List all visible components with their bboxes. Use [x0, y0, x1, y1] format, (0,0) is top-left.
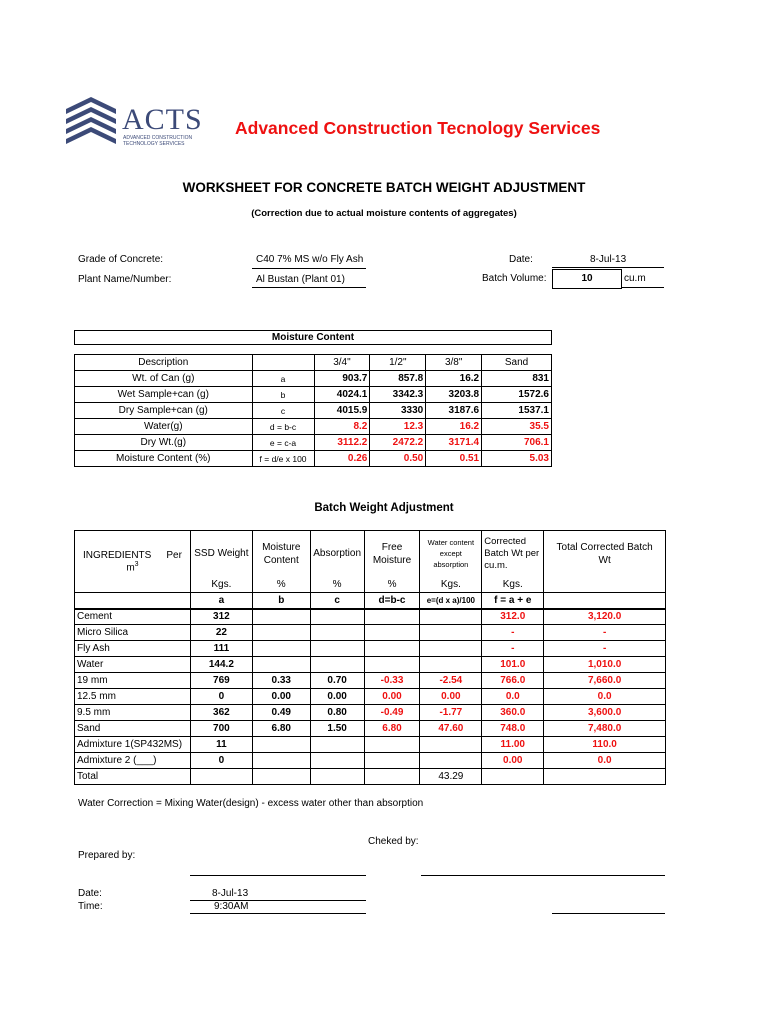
ingredient-name-cell: 12.5 mm	[75, 689, 191, 705]
ingredient-name-cell: Admixture 1(SP432MS)	[75, 737, 191, 753]
moisture-value-cell: 16.2	[426, 419, 482, 435]
ssd-cell: 111	[190, 641, 252, 657]
footer-time-value: 9:30AM	[214, 901, 249, 912]
unit-cell: %	[364, 577, 420, 593]
corrected-cell: 11.00	[482, 737, 544, 753]
water-content-cell: -2.54	[420, 673, 482, 689]
grade-underline	[252, 268, 366, 269]
symbol-cell: f = a + e	[482, 593, 544, 609]
absorption-cell: 0.70	[310, 673, 364, 689]
absorption-cell	[310, 609, 364, 625]
moisture-desc-cell: Wet Sample+can (g)	[75, 387, 253, 403]
corrected-cell: 0.0	[482, 689, 544, 705]
batch-row	[75, 641, 666, 657]
moisture-value-cell: 16.2	[426, 371, 482, 387]
absorption-cell	[310, 657, 364, 673]
plant-value: Al Bustan (Plant 01)	[256, 274, 345, 285]
moisture-header-row	[75, 355, 552, 371]
free-moisture-cell: 6.80	[364, 721, 420, 737]
ingredient-name-cell: 9.5 mm	[75, 705, 191, 721]
ssd-cell: 0	[190, 753, 252, 769]
corrected-cell: 766.0	[482, 673, 544, 689]
moisture-value-cell: 2472.2	[370, 435, 426, 451]
moisture-formula-cell: a	[252, 371, 314, 387]
moisture-cell	[252, 737, 310, 753]
water-content-cell	[420, 625, 482, 641]
moisture-value-cell: 1537.1	[482, 403, 552, 419]
symbol-cell: b	[252, 593, 310, 609]
grade-label: Grade of Concrete:	[78, 254, 164, 265]
prepared-label: Prepared by:	[78, 850, 136, 861]
moisture-header-cell: 3/4"	[314, 355, 370, 371]
moisture-header-cell: Sand	[482, 355, 552, 371]
total-corrected-cell: 7,480.0	[544, 721, 666, 737]
ssd-cell: 362	[190, 705, 252, 721]
moisture-value-cell: 706.1	[482, 435, 552, 451]
water-content-cell	[420, 657, 482, 673]
ssd-cell: 144.2	[190, 657, 252, 673]
free-moisture-cell	[364, 657, 420, 673]
batch-row	[75, 705, 666, 721]
page-subtitle: (Correction due to actual moisture contents of aggregates)	[251, 208, 517, 219]
moisture-desc-cell: Wt. of Can (g)	[75, 371, 253, 387]
moisture-cell: 6.80	[252, 721, 310, 737]
moisture-value-cell: 0.50	[370, 451, 426, 467]
prepared-signature-line	[190, 875, 366, 876]
total-corrected-cell: 7,660.0	[544, 673, 666, 689]
moisture-header-cell: Description	[75, 355, 253, 371]
corrected-cell: -	[482, 641, 544, 657]
total-corrected-cell: 1,010.0	[544, 657, 666, 673]
water-content-cell: 0.00	[420, 689, 482, 705]
volume-unit: cu.m	[624, 273, 646, 284]
moisture-cell	[252, 625, 310, 641]
free-moisture-cell	[364, 625, 420, 641]
batch-row	[75, 625, 666, 641]
water-correction-note: Water Correction = Mixing Water(design) - excess water other than absorption	[78, 798, 424, 809]
free-moisture-cell	[364, 609, 420, 625]
water-content-cell	[420, 753, 482, 769]
unit-cell: Kgs.	[420, 577, 482, 593]
corrected-header: Corrected Batch Wt per cu.m.	[482, 531, 544, 577]
absorption-cell	[310, 737, 364, 753]
moisture-cell: 0.00	[252, 689, 310, 705]
plant-underline	[252, 287, 366, 288]
moisture-value-cell: 3342.3	[370, 387, 426, 403]
free-moisture-cell: -0.49	[364, 705, 420, 721]
total-water-content-cell: 43.29	[420, 769, 482, 785]
free-moisture-cell	[364, 753, 420, 769]
date-underline	[552, 267, 664, 268]
symbol-cell: e=(d x a)/100	[420, 593, 482, 609]
symbol-cell	[75, 593, 191, 609]
total-empty-cell	[364, 769, 420, 785]
batch-row	[75, 737, 666, 753]
ingredient-name-cell: 19 mm	[75, 673, 191, 689]
total-corrected-header: Total Corrected Batch Wt	[544, 531, 666, 577]
corrected-cell: -	[482, 625, 544, 641]
batch-table	[74, 530, 666, 785]
ingredient-name-cell: Sand	[75, 721, 191, 737]
moisture-value-cell: 0.51	[426, 451, 482, 467]
batch-row	[75, 689, 666, 705]
moisture-header: Moisture Content	[252, 531, 310, 577]
moisture-value-cell: 3112.2	[314, 435, 370, 451]
moisture-cell: 0.33	[252, 673, 310, 689]
moisture-value-cell: 903.7	[314, 371, 370, 387]
total-empty-cell	[482, 769, 544, 785]
batch-row	[75, 753, 666, 769]
moisture-header-cell	[252, 355, 314, 371]
moisture-cell	[252, 753, 310, 769]
batch-row	[75, 721, 666, 737]
moisture-formula-cell: c	[252, 403, 314, 419]
moisture-header-cell: 1/2"	[370, 355, 426, 371]
time-signature-line	[552, 913, 665, 914]
moisture-value-cell: 4015.9	[314, 403, 370, 419]
checked-label: Cheked by:	[368, 836, 419, 847]
logo-subtitle: ADVANCED CONSTRUCTION TECHNOLOGY SERVICES	[123, 135, 193, 147]
moisture-formula-cell: d = b-c	[252, 419, 314, 435]
unit-cell: Kgs.	[482, 577, 544, 593]
total-empty-cell	[190, 769, 252, 785]
unit-cell: %	[252, 577, 310, 593]
moisture-title: Moisture Content	[74, 330, 552, 345]
ssd-header: SSD Weight	[190, 531, 252, 577]
unit-cell: Kgs.	[190, 577, 252, 593]
moisture-row	[75, 451, 552, 467]
symbol-cell: a	[190, 593, 252, 609]
symbol-cell: c	[310, 593, 364, 609]
moisture-desc-cell: Dry Sample+can (g)	[75, 403, 253, 419]
moisture-value-cell: 3330	[370, 403, 426, 419]
checked-signature-line	[421, 875, 665, 876]
moisture-row	[75, 371, 552, 387]
batch-row	[75, 657, 666, 673]
moisture-value-cell: 4024.1	[314, 387, 370, 403]
ssd-cell: 0	[190, 689, 252, 705]
page-title: WORKSHEET FOR CONCRETE BATCH WEIGHT ADJUSTMENT	[182, 180, 586, 195]
footer-time-underline	[190, 913, 366, 914]
ingredient-name-cell: Admixture 2 (___)	[75, 753, 191, 769]
absorption-cell: 1.50	[310, 721, 364, 737]
batch-total-row	[75, 769, 666, 785]
logo-text: ACTS	[122, 103, 203, 136]
batch-row	[75, 673, 666, 689]
plant-label: Plant Name/Number:	[78, 274, 172, 285]
ingredient-name-cell: Cement	[75, 609, 191, 625]
volume-value: 10	[552, 269, 622, 289]
batch-row	[75, 609, 666, 625]
corrected-cell: 101.0	[482, 657, 544, 673]
moisture-value-cell: 5.03	[482, 451, 552, 467]
ingredient-name-cell: Micro Silica	[75, 625, 191, 641]
moisture-desc-cell: Water(g)	[75, 419, 253, 435]
corrected-cell: 0.00	[482, 753, 544, 769]
date-label: Date:	[509, 254, 533, 265]
moisture-cell	[252, 609, 310, 625]
corrected-cell: 360.0	[482, 705, 544, 721]
moisture-value-cell: 3171.4	[426, 435, 482, 451]
symbol-cell: d=b-c	[364, 593, 420, 609]
absorption-header: Absorption	[310, 531, 364, 577]
moisture-row	[75, 403, 552, 419]
batch-symbol-row	[75, 593, 666, 609]
moisture-row	[75, 419, 552, 435]
free-moisture-cell: 0.00	[364, 689, 420, 705]
free-moisture-header: Free Moisture	[364, 531, 420, 577]
moisture-value-cell: 12.3	[370, 419, 426, 435]
total-empty-cell	[544, 769, 666, 785]
total-corrected-cell: 3,120.0	[544, 609, 666, 625]
total-empty-cell	[252, 769, 310, 785]
moisture-cell	[252, 641, 310, 657]
total-empty-cell	[310, 769, 364, 785]
corrected-cell: 748.0	[482, 721, 544, 737]
footer-date-label: Date:	[78, 888, 102, 899]
moisture-value-cell: 857.8	[370, 371, 426, 387]
water-content-cell: -1.77	[420, 705, 482, 721]
moisture-formula-cell: e = c-a	[252, 435, 314, 451]
total-corrected-cell: 110.0	[544, 737, 666, 753]
ssd-cell: 11	[190, 737, 252, 753]
total-corrected-cell: 3,600.0	[544, 705, 666, 721]
moisture-cell: 0.49	[252, 705, 310, 721]
ssd-cell: 312	[190, 609, 252, 625]
free-moisture-cell	[364, 737, 420, 753]
moisture-header-cell: 3/8"	[426, 355, 482, 371]
water-content-cell	[420, 641, 482, 657]
moisture-value-cell: 3187.6	[426, 403, 482, 419]
ingredients-header: INGREDIENTS Per $m^3$	[75, 531, 191, 593]
moisture-formula-cell: f = d/e x 100	[252, 451, 314, 467]
company-name: Advanced Construction Tecnology Services	[235, 118, 601, 138]
moisture-value-cell: 3203.8	[426, 387, 482, 403]
moisture-value-cell: 35.5	[482, 419, 552, 435]
corrected-cell: 312.0	[482, 609, 544, 625]
moisture-desc-cell: Moisture Content (%)	[75, 451, 253, 467]
grade-value: C40 7% MS w/o Fly Ash	[256, 254, 364, 265]
total-corrected-cell: -	[544, 641, 666, 657]
moisture-value-cell: 1572.6	[482, 387, 552, 403]
absorption-cell: 0.80	[310, 705, 364, 721]
water-content-cell	[420, 609, 482, 625]
free-moisture-cell: -0.33	[364, 673, 420, 689]
unit-cell	[544, 577, 666, 593]
moisture-row	[75, 387, 552, 403]
ssd-cell: 769	[190, 673, 252, 689]
total-corrected-cell: 0.0	[544, 689, 666, 705]
moisture-desc-cell: Dry Wt.(g)	[75, 435, 253, 451]
volume-underline	[622, 287, 664, 288]
footer-time-label: Time:	[78, 901, 103, 912]
absorption-cell	[310, 641, 364, 657]
ingredient-name-cell: Water	[75, 657, 191, 673]
absorption-cell	[310, 625, 364, 641]
unit-cell: %	[310, 577, 364, 593]
date-value: 8-Jul-13	[590, 254, 627, 265]
total-corrected-cell: 0.0	[544, 753, 666, 769]
absorption-cell	[310, 753, 364, 769]
moisture-formula-cell: b	[252, 387, 314, 403]
water-content-cell	[420, 737, 482, 753]
moisture-value-cell: 831	[482, 371, 552, 387]
free-moisture-cell	[364, 641, 420, 657]
water-content-cell: 47.60	[420, 721, 482, 737]
acts-logo-icon	[62, 93, 120, 149]
footer-date-value: 8-Jul-13	[212, 888, 249, 899]
total-label-cell: Total	[75, 769, 191, 785]
ssd-cell: 700	[190, 721, 252, 737]
moisture-value-cell: 8.2	[314, 419, 370, 435]
moisture-table	[74, 354, 552, 467]
symbol-cell	[544, 593, 666, 609]
moisture-row	[75, 435, 552, 451]
ingredient-name-cell: Fly Ash	[75, 641, 191, 657]
batch-title: Batch Weight Adjustment	[314, 502, 454, 514]
volume-label: Batch Volume:	[482, 273, 547, 284]
absorption-cell: 0.00	[310, 689, 364, 705]
water-content-header: Water content except absorption	[420, 531, 482, 577]
batch-header-row	[75, 531, 666, 577]
moisture-cell	[252, 657, 310, 673]
total-corrected-cell: -	[544, 625, 666, 641]
ssd-cell: 22	[190, 625, 252, 641]
moisture-value-cell: 0.26	[314, 451, 370, 467]
